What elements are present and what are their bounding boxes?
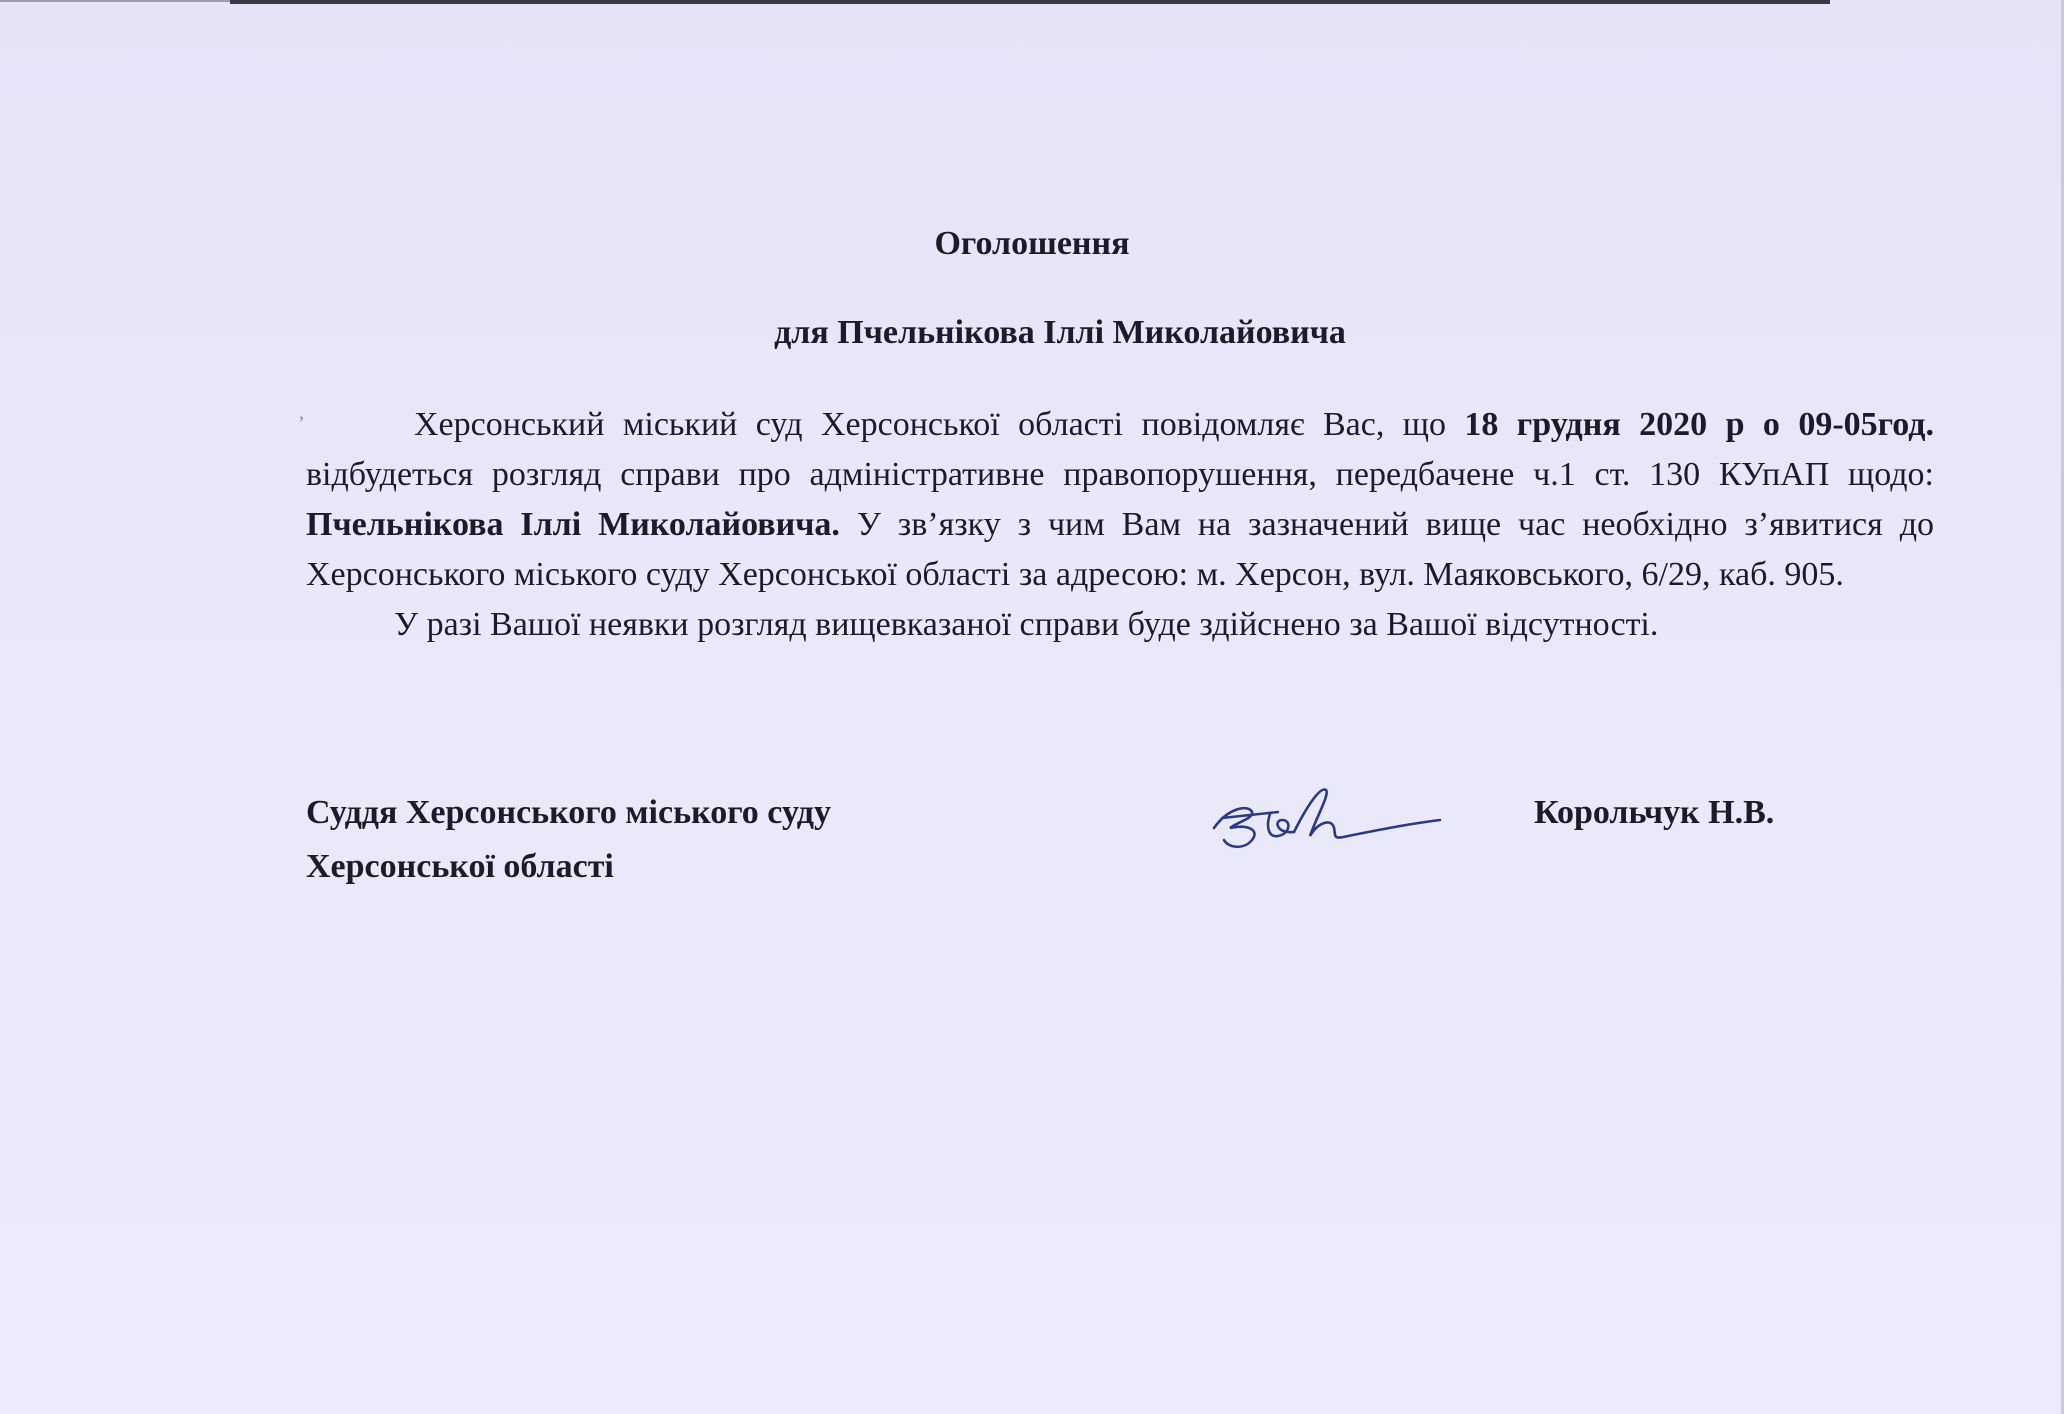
judge-position-line2: Херсонської області	[306, 848, 614, 885]
notice-text-part1: Херсонський міський суд Херсонської області повідомляє Вас, що	[414, 406, 1465, 443]
notice-text-part2: відбудеться розгляд справи про адміністративне правопорушення, передбачене ч.1 ст. 130 КУпАП щодо:	[306, 456, 1934, 493]
judge-position	[306, 786, 831, 894]
judge-position-line1: Суддя Херсонського міського суду	[306, 794, 832, 831]
document-body	[306, 400, 1934, 650]
pen-mark-icon: ʼ	[298, 413, 305, 435]
hearing-date: 18 грудня 2020 р о 09-05год.	[1464, 406, 1934, 443]
handwritten-signature	[1208, 778, 1448, 858]
notice-text-part3: У зв’язку з чим Вам на зазначений вище час необхідно з’явитися до Херсонського міського суду Херсонської області за адресою: м. Херсон, вул. Маяковського, 6/29, каб. 905.	[306, 506, 1934, 593]
paper-edge-top	[230, 0, 1830, 4]
defendant-name: Пчельнікова Іллі Миколайовича.	[306, 506, 840, 543]
notice-paragraph	[306, 400, 1934, 600]
absence-paragraph: У разі Вашої неявки розгляд вищевказаної справи буде здійснено за Вашої відсутності.	[394, 606, 1659, 643]
document-title: Оголошення	[934, 225, 1130, 262]
document-recipient: для Пчельнікова Іллі Миколайовича	[774, 314, 1346, 351]
judge-name: Корольчук Н.В.	[1534, 794, 1775, 831]
paper-edge-top-left	[0, 0, 240, 2]
